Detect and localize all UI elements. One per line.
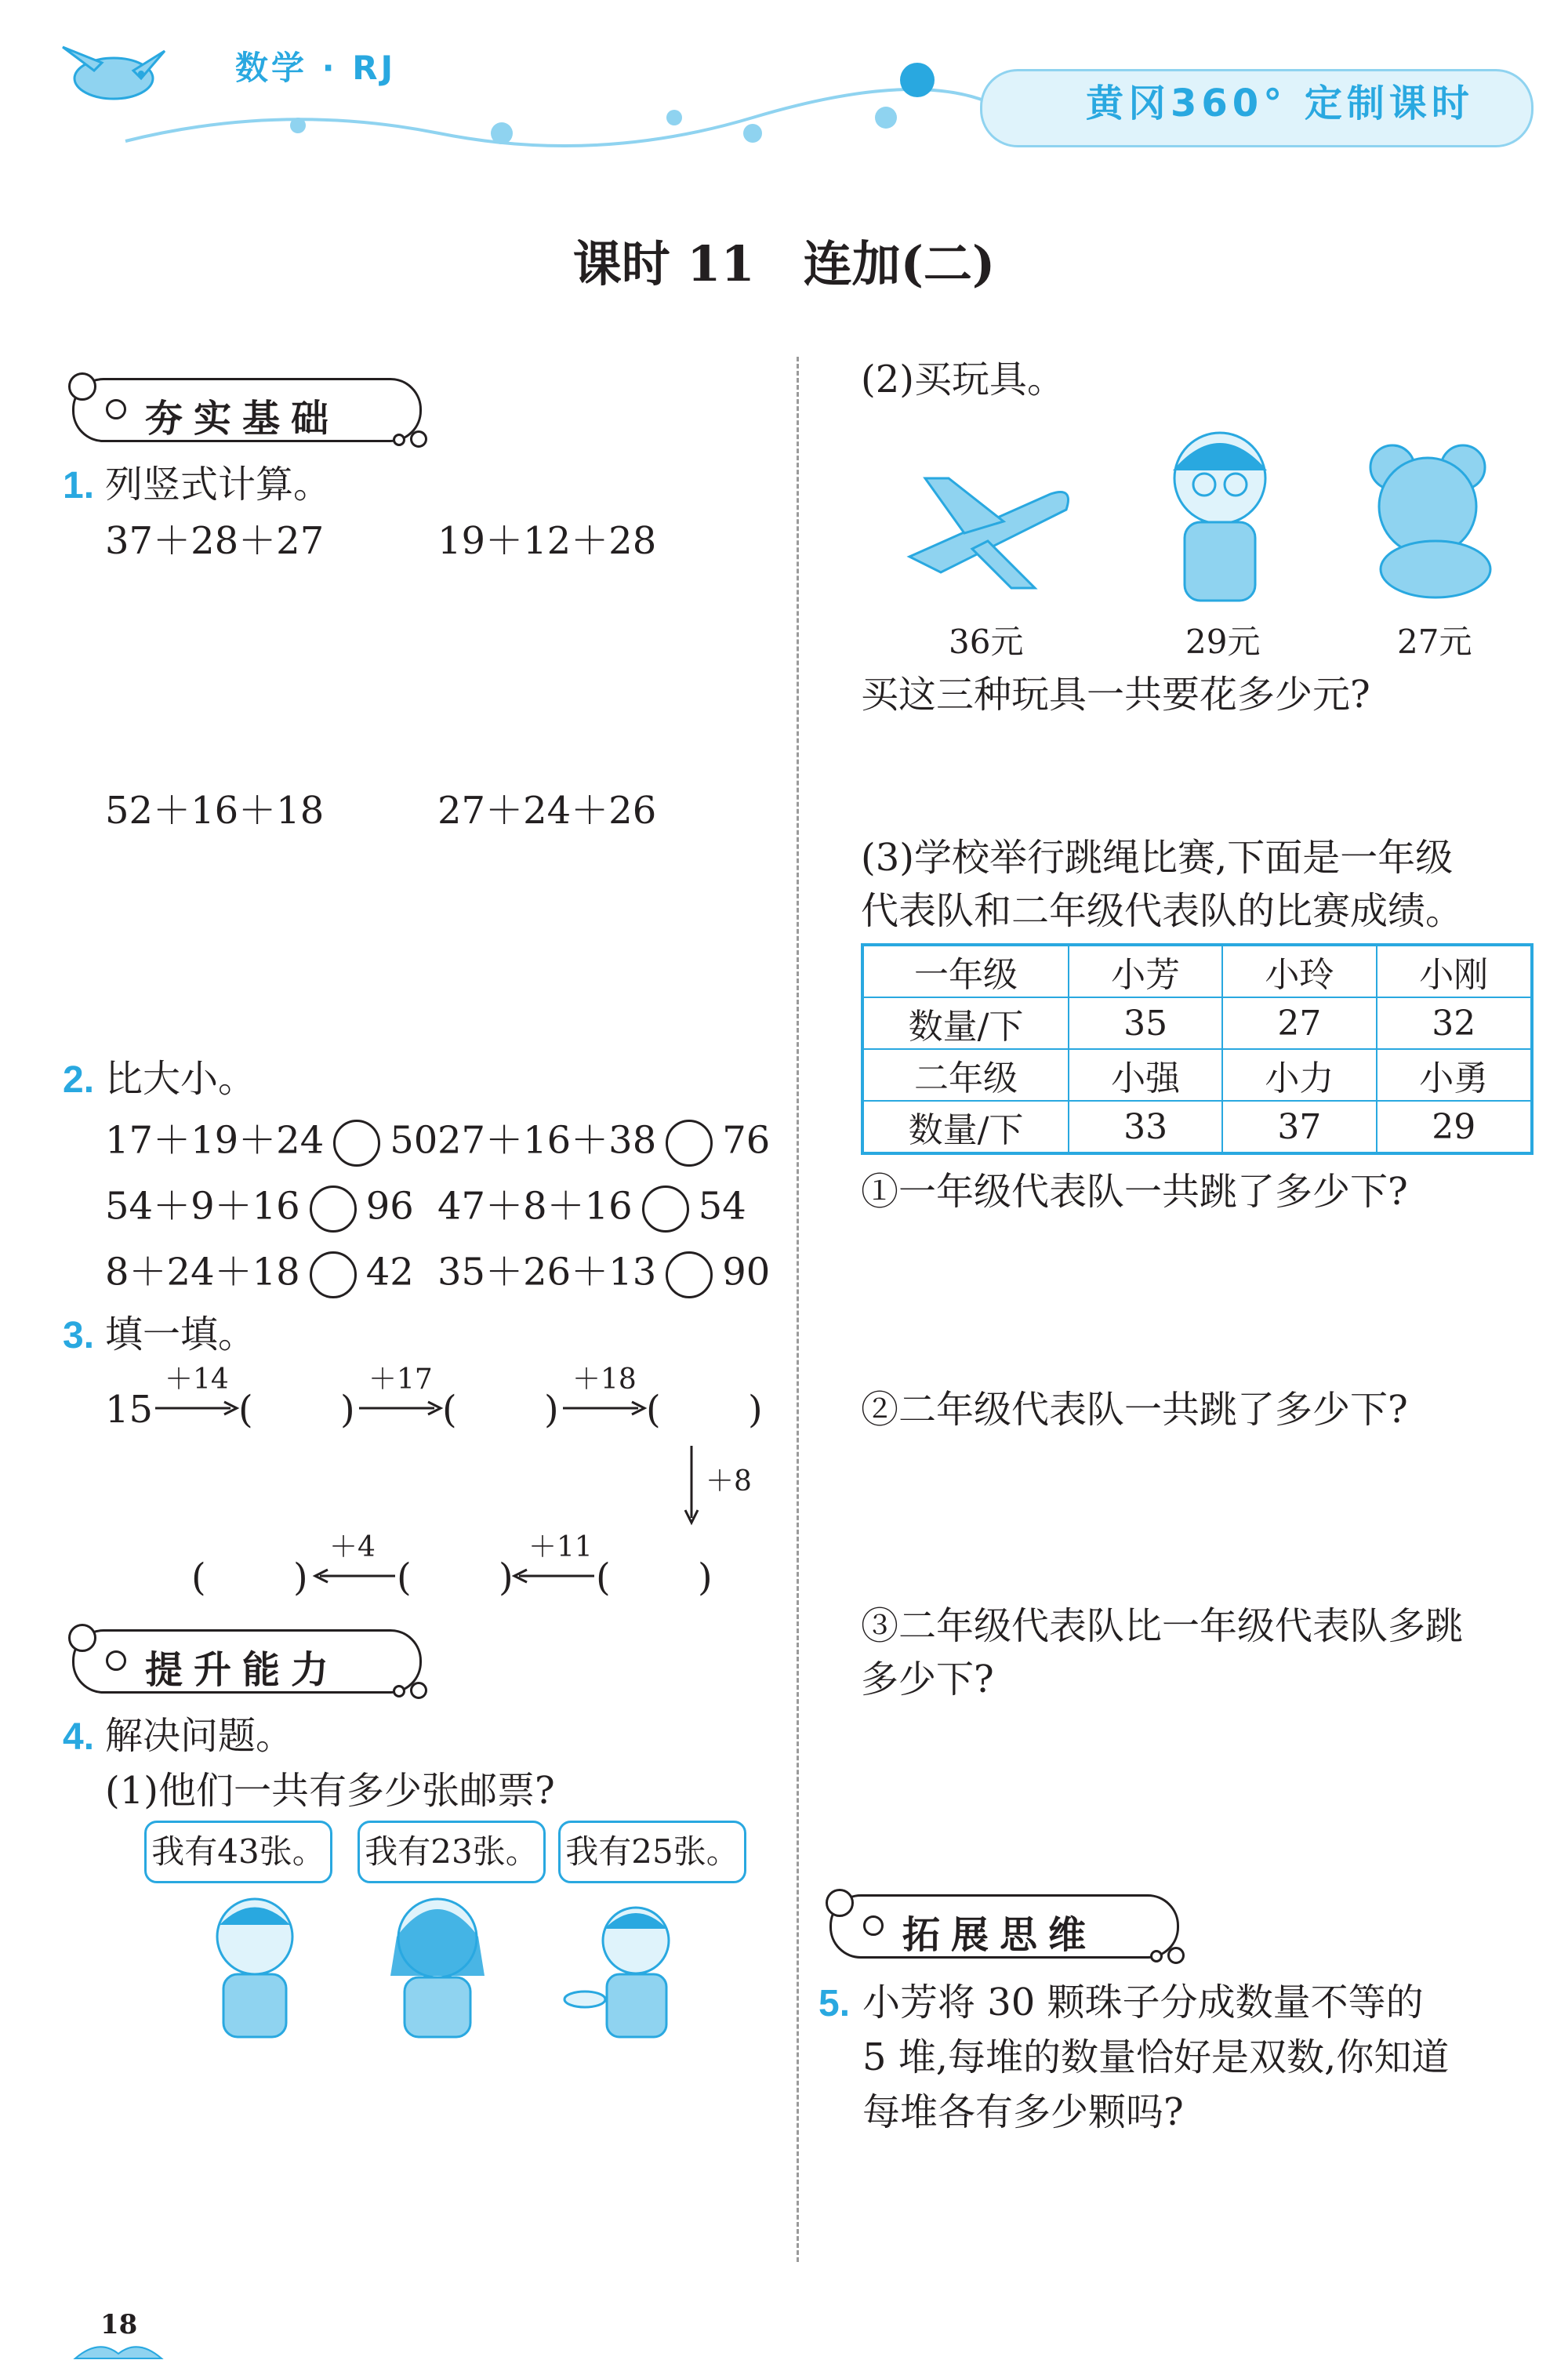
q2-row xyxy=(437,1120,770,1167)
section-basic xyxy=(72,378,422,442)
table-cell: 小刚 xyxy=(1377,945,1532,997)
q3-op: ＋18 xyxy=(572,1363,637,1396)
q3-blank-close[interactable]: ) xyxy=(748,1388,763,1432)
q2-expr: 47＋8＋16 xyxy=(437,1184,633,1229)
section-improve-label: 提升能力 xyxy=(145,1648,340,1692)
q2-row xyxy=(437,1185,746,1233)
q2-expr: 8＋24＋18 xyxy=(105,1250,300,1294)
q4-part1: (1)他们一共有多少张邮票? xyxy=(105,1769,555,1813)
section-basic-label: 夯实基础 xyxy=(145,397,340,441)
q3-blank-close[interactable]: ) xyxy=(340,1388,355,1432)
table-row xyxy=(862,1049,1532,1101)
girl-illustration xyxy=(375,1890,500,2039)
boy-illustration xyxy=(196,1890,314,2039)
speech-bubble: 我有25张。 xyxy=(558,1821,746,1883)
table-cell: 29 xyxy=(1377,1101,1532,1153)
table-cell: 33 xyxy=(1069,1101,1222,1153)
q2-value: 90 xyxy=(722,1250,771,1294)
header-subject: 数学 · RJ xyxy=(235,49,397,87)
header-wave-decoration xyxy=(125,71,988,165)
table-row xyxy=(862,997,1532,1049)
table-cell: 小强 xyxy=(1069,1049,1222,1101)
bear-toy-illustration xyxy=(1361,436,1510,601)
boy2-illustration xyxy=(561,1897,695,2039)
right-arrow-icon xyxy=(563,1400,646,1416)
q2-row xyxy=(437,1251,770,1298)
q4-sub-question: 多少下? xyxy=(861,1657,994,1701)
q4-number: 4. xyxy=(63,1716,95,1758)
q3-blank-open[interactable]: ( xyxy=(397,1556,412,1599)
compare-circle[interactable] xyxy=(310,1185,357,1233)
q2-value: 42 xyxy=(365,1250,414,1294)
table-row xyxy=(862,1101,1532,1153)
q2-row xyxy=(105,1185,414,1233)
table-cell: 27 xyxy=(1222,997,1376,1049)
compare-circle[interactable] xyxy=(642,1185,689,1233)
q5-line: 小芳将 30 颗珠子分成数量不等的 xyxy=(862,1981,1424,2024)
toy-price: 29元 xyxy=(1185,623,1261,661)
q1-item: 37＋28＋27 xyxy=(105,519,325,563)
q3-blank-close[interactable]: ) xyxy=(698,1556,713,1599)
column-divider xyxy=(797,357,799,2262)
table-cell: 小勇 xyxy=(1377,1049,1532,1101)
table-cell: 数量/下 xyxy=(862,997,1069,1049)
q3-number: 3. xyxy=(63,1315,95,1356)
table-cell: 二年级 xyxy=(862,1049,1069,1101)
score-table xyxy=(861,943,1534,1155)
left-arrow-icon xyxy=(314,1568,397,1584)
page-title: 课时 11 连加(二) xyxy=(572,235,996,292)
q3-blank-open[interactable]: ( xyxy=(191,1556,206,1599)
q3-op: ＋14 xyxy=(165,1363,229,1396)
toy-price: 27元 xyxy=(1397,623,1472,661)
down-arrow-icon xyxy=(684,1446,699,1524)
q3-blank-close[interactable]: ) xyxy=(544,1388,559,1432)
compare-circle[interactable] xyxy=(666,1120,713,1167)
q3-op: ＋8 xyxy=(706,1465,752,1498)
q4-sub-question: ①一年级代表队一共跳了多少下? xyxy=(861,1170,1408,1214)
q2-text: 比大小。 xyxy=(105,1057,256,1101)
q2-expr: 54＋9＋16 xyxy=(105,1184,300,1229)
compare-circle[interactable] xyxy=(333,1120,380,1167)
q1-number: 1. xyxy=(63,465,95,506)
compare-circle[interactable] xyxy=(666,1251,713,1298)
table-cell: 小玲 xyxy=(1222,945,1376,997)
right-arrow-icon xyxy=(155,1400,238,1416)
q2-expr: 27＋16＋38 xyxy=(437,1118,657,1163)
q3-op: ＋11 xyxy=(528,1531,593,1563)
doll-toy-illustration xyxy=(1149,416,1290,604)
left-arrow-icon xyxy=(513,1568,596,1584)
table-row xyxy=(862,945,1532,997)
book-icon xyxy=(75,2338,162,2358)
header-series: 黄冈360° 定制课时 xyxy=(1086,82,1474,125)
table-cell: 小力 xyxy=(1222,1049,1376,1101)
table-cell: 数量/下 xyxy=(862,1101,1069,1153)
q1-item: 19＋12＋28 xyxy=(437,519,657,563)
q1-text: 列竖式计算。 xyxy=(105,463,332,506)
page-number: 18 xyxy=(100,2309,138,2340)
speech-bubble: 我有23张。 xyxy=(358,1821,546,1883)
q2-number: 2. xyxy=(63,1059,95,1101)
table-cell: 32 xyxy=(1377,997,1532,1049)
q3-op: ＋4 xyxy=(329,1531,376,1563)
q2-expr: 17＋19＋24 xyxy=(105,1118,325,1163)
q3-blank-open[interactable]: ( xyxy=(646,1388,661,1432)
speech-bubble: 我有43张。 xyxy=(144,1821,332,1883)
section-extend-label: 拓展思维 xyxy=(902,1913,1098,1957)
q2-value: 54 xyxy=(698,1184,746,1229)
q2-row xyxy=(105,1120,437,1167)
q3-blank-open[interactable]: ( xyxy=(596,1556,611,1599)
airplane-toy-illustration xyxy=(894,447,1082,604)
q3-blank-open[interactable]: ( xyxy=(238,1388,253,1432)
table-cell: 一年级 xyxy=(862,945,1069,997)
q4-part2-question: 买这三种玩具一共要花多少元? xyxy=(861,673,1370,717)
q1-item: 27＋24＋26 xyxy=(437,789,657,833)
q2-expr: 35＋26＋13 xyxy=(437,1250,657,1294)
q5-line: 5 堆,每堆的数量恰好是双数,你知道 xyxy=(862,2035,1450,2079)
section-improve xyxy=(72,1629,422,1694)
q3-op: ＋17 xyxy=(368,1363,433,1396)
q5-number: 5. xyxy=(818,1983,851,2024)
q4-part3-line: (3)学校举行跳绳比赛,下面是一年级 xyxy=(861,836,1454,880)
q5-line: 每堆各有多少颗吗? xyxy=(862,2090,1184,2134)
q4-sub-question: ③二年级代表队比一年级代表队多跳 xyxy=(861,1604,1464,1648)
q4-text: 解决问题。 xyxy=(105,1714,294,1758)
toy-price: 36元 xyxy=(949,623,1024,661)
q3-start: 15 xyxy=(105,1388,154,1432)
q1-item: 52＋16＋18 xyxy=(105,789,325,833)
section-extend xyxy=(829,1894,1179,1959)
q2-value: 96 xyxy=(365,1184,414,1229)
q4-part2: (2)买玩具。 xyxy=(861,358,1065,401)
table-cell: 小芳 xyxy=(1069,945,1222,997)
q3-blank-close[interactable]: ) xyxy=(293,1556,308,1599)
q2-row xyxy=(105,1251,414,1298)
table-cell: 35 xyxy=(1069,997,1222,1049)
q2-value: 50 xyxy=(390,1118,438,1163)
compare-circle[interactable] xyxy=(310,1251,357,1298)
q3-text: 填一填。 xyxy=(105,1313,256,1356)
right-arrow-icon xyxy=(359,1400,442,1416)
q4-part3-line: 代表队和二年级代表队的比赛成绩。 xyxy=(861,889,1464,933)
q3-blank-close[interactable]: ) xyxy=(499,1556,514,1599)
q4-sub-question: ②二年级代表队一共跳了多少下? xyxy=(861,1388,1408,1432)
table-cell: 37 xyxy=(1222,1101,1376,1153)
q3-blank-open[interactable]: ( xyxy=(442,1388,457,1432)
q2-value: 76 xyxy=(722,1118,771,1163)
